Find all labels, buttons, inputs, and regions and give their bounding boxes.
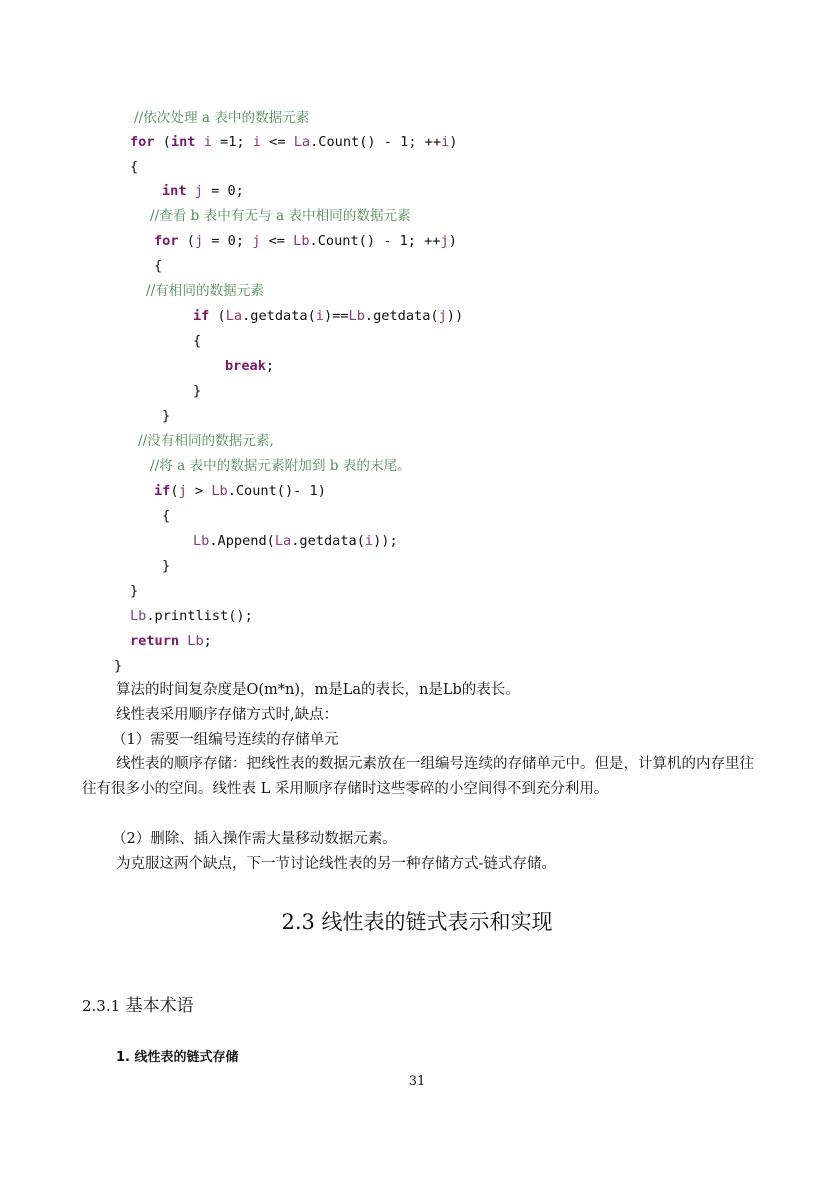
code-keyword: if: [154, 483, 171, 499]
code-text: .printlist();: [146, 608, 253, 624]
code-comment: //将 a 表中的数据元素附加到 b 表的末尾。: [150, 458, 411, 474]
code-text: = 0;: [203, 233, 253, 249]
code-text: )==: [323, 308, 349, 324]
code-line-for-inner: [154, 231, 457, 251]
code-text: .Count() - 1; ++: [310, 134, 442, 150]
code-variable: Lb: [130, 608, 147, 624]
code-variable: j: [178, 483, 187, 499]
code-text: .Count() - 1; ++: [309, 233, 441, 249]
code-brace: {: [130, 159, 139, 175]
code-keyword: int: [170, 134, 196, 150]
code-variable: j: [194, 183, 203, 199]
code-line-return: [130, 631, 212, 651]
code-variable: i: [315, 308, 324, 324]
code-text: (: [170, 483, 179, 499]
code-text: >: [186, 483, 212, 499]
item-heading: 1. 线性表的链式存储: [116, 1050, 239, 1065]
code-variable: j: [440, 233, 449, 249]
code-line-break: [225, 356, 274, 376]
code-text: ): [449, 134, 458, 150]
section-number: 2.3: [281, 910, 315, 934]
subsection-number: 2.3.1: [82, 997, 121, 1015]
code-brace: }: [193, 383, 202, 399]
code-text: )): [446, 308, 464, 324]
code-line-int-j: [162, 181, 244, 201]
subsection-title-text: 基本术语: [120, 996, 194, 1016]
code-text: ): [448, 233, 457, 249]
code-text: .getdata(: [364, 308, 439, 324]
drawback-point-2: （2）删除、插入操作需大量移动数据元素。: [112, 831, 397, 847]
code-text: ;: [203, 633, 212, 649]
code-variable: Lb: [187, 633, 204, 649]
code-text: ;: [265, 358, 275, 374]
code-comment: //依次处理 a 表中的数据元素: [134, 110, 310, 126]
code-line-for-outer: [130, 132, 457, 152]
code-variable: j: [194, 233, 204, 249]
code-text: .getdata(: [242, 308, 316, 324]
code-comment: //查看 b 表中有无与 a 表中相同的数据元素: [150, 208, 411, 224]
code-line-if-append: [154, 481, 326, 501]
code-comment: //没有相同的数据元素,: [138, 433, 274, 449]
code-variable: La: [274, 533, 292, 549]
code-variable: i: [252, 134, 261, 150]
code-line-if-equal: [193, 306, 463, 326]
drawback-point-1-detail: 线性表的顺序存储：把线性表的数据元素放在一组编号连续的存储单元中。但是，计算机的内存里往往有很多小的空间。线性表 L 采用顺序存储时这些零碎的小空间得不到充分利用。: [82, 756, 754, 797]
code-variable: Lb: [193, 533, 210, 549]
code-text: <=: [260, 134, 294, 150]
code-keyword: for: [130, 134, 155, 150]
code-text: (: [154, 134, 171, 150]
code-keyword: return: [130, 633, 180, 649]
code-variable: i: [364, 533, 374, 549]
code-text: =1;: [211, 134, 253, 150]
drawbacks-intro: 线性表采用顺序存储方式时,缺点：: [116, 707, 339, 723]
code-brace: }: [114, 658, 123, 674]
code-variable: Lb: [348, 308, 365, 324]
code-text: = 0;: [202, 183, 244, 199]
code-text: (: [178, 233, 195, 249]
code-variable: Lb: [293, 233, 310, 249]
code-text: (: [209, 308, 226, 324]
code-text: .Count()- 1): [227, 483, 326, 499]
code-variable: La: [225, 308, 243, 324]
subsection-title: [82, 991, 194, 1016]
transition-text: 为克服这两个缺点，下一节讨论线性表的另一种存储方式-链式存储。: [116, 856, 556, 872]
code-comment: //有相同的数据元素: [146, 283, 264, 299]
code-text: [187, 183, 195, 199]
code-variable: Lb: [211, 483, 228, 499]
code-variable: j: [252, 233, 261, 249]
page-number: 31: [408, 1074, 426, 1089]
code-variable: j: [438, 308, 447, 324]
code-keyword: break: [225, 358, 266, 374]
code-text: ));: [373, 533, 398, 549]
code-variable: i: [203, 134, 212, 150]
drawback-point-1: （1）需要一组编号连续的存储单元: [112, 732, 339, 748]
code-brace: {: [162, 508, 171, 524]
code-keyword: int: [162, 183, 187, 199]
code-brace: }: [162, 558, 171, 574]
code-text: <=: [260, 233, 294, 249]
code-variable: La: [293, 134, 311, 150]
code-text: .getdata(: [291, 533, 365, 549]
section-title: [0, 906, 834, 936]
section-title-text: 线性表的链式表示和实现: [314, 910, 553, 934]
code-text: .Append(: [209, 533, 275, 549]
code-brace: {: [193, 333, 202, 349]
code-variable: i: [441, 134, 450, 150]
code-keyword: for: [154, 233, 179, 249]
complexity-text: 算法的时间复杂度是O(m*n)，m是La的表长，n是Lb的表长。: [116, 682, 520, 698]
code-line-append: [193, 531, 398, 551]
code-brace: }: [162, 408, 171, 424]
code-text: [196, 134, 204, 150]
code-keyword: if: [193, 308, 210, 324]
code-brace: }: [130, 583, 139, 599]
code-line-printlist: [130, 606, 253, 626]
code-brace: {: [154, 258, 163, 274]
